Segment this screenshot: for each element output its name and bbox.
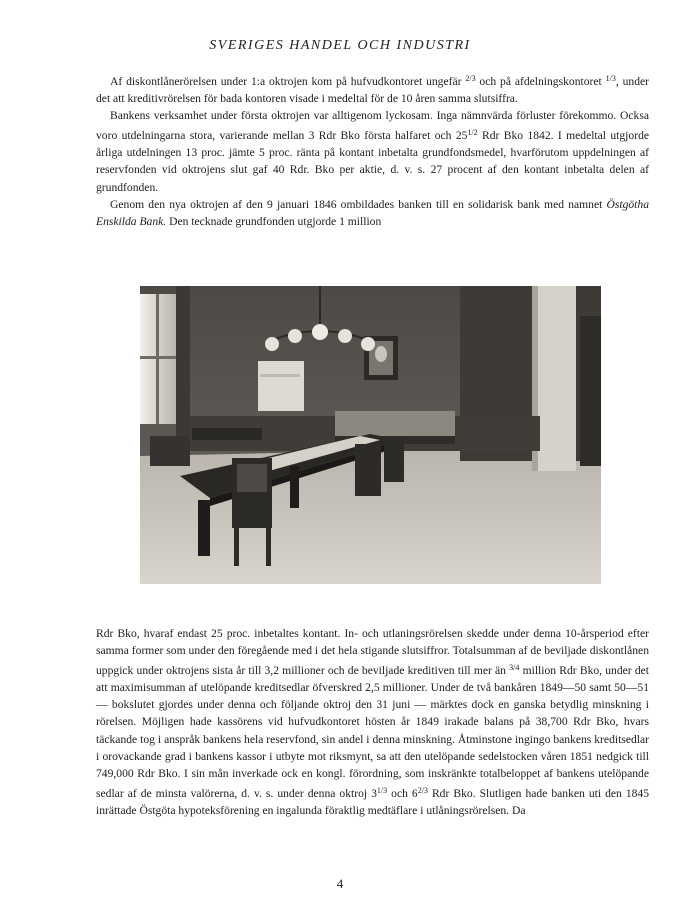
body-text-top	[96, 70, 649, 230]
boardroom-photograph	[140, 286, 601, 584]
paragraph: Af diskontlånerörelsen under 1:a oktrojen kom på hufvudkontoret ungefär $^{2/3}$ och på afdelningskontoret $^{1/3}$, under det att kreditivrörelsen för bada kontoren visade i medeltal för de 10 åren samma slutsiffra.	[96, 74, 649, 106]
running-header: SVERIGES HANDEL OCH INDUSTRI	[209, 38, 471, 53]
page-number: 4	[336, 876, 344, 891]
body-text-bottom	[96, 625, 649, 819]
paragraph: Genom den nya oktrojen af den 9 januari 1846 ombildades banken till en solidarisk bank med namnet Östgötha Enskilda Bank. Den tecknade grundfonden utgjorde 1 million	[96, 197, 649, 228]
paragraph: Bankens verksamhet under första oktrojen var alltigenom lyckosam. Inga nämnvärda förluster förekommo. Ocksa voro utdelningarna stora, varierande mellan 3 Rdr Bko första halfaret och $25^{1/2}$ Rdr Bko 1842. I medeltal utgjorde årliga utdelningen 13 proc. jämte 5 proc. ränta på kontant inbetalta grundfondsmedel, hvarförutom uppdelningen af reservfonden vid oktrojens slut gaf 40 Rdr. Bko per aktie, d. v. s. 27 procent af den kontant inbetalta delen af grundfonden.	[96, 109, 650, 194]
paragraph: Rdr Bko, hvaraf endast 25 proc. inbetaltes kontant. In- och utlaningsrörelsen skedde under denna 10-årsperiod efter samma former som under den föregående med i det hela stigande slutsiffror. Totalsumman af de beviljade diskontlånen uppgick under oktrojens sista år till 3,2 millioner och de beviljade kreditiven till mer än $^{3/4}$ million Rdr Bko, under det att maximisumman af utelöpande kreditsedlar öfverskred 2,5 millioner. Under de två bankåren 1849—50 samt 50—51 — bokslutet gjordes under denna och följande oktroj den 31 juni — märktes dock en ganska betydlig minskning i rörelsen. Möjligen hade kassörens vid hufvudkontoret hösten år 1849 irakade balans på 38,700 Rdr Bko, hvars täckande tog i anspråk bankens hela reservfond, sin andel i denna minskning. Åtminstone ingingo bankens kreditsedlar i orovackande grad i bankens kassor i utbyte mot riksmynt, sa att den utelöpande sedelstocken våren 1851 nedgick till 749,000 Rdr Bko. I sin mån inverkade ock en kongl. förordning, som inskränkte totalbeloppet af bankens utelöpande sedlar af de minsta valörerna, d. v. s. under denna oktroj $3^{1/3}$ och $6^{2/3}$ Rdr Bko. Slutligen hade banken uti den 1845 inrättade Östgöta hypoteksförening en ingalunda föraktlig medtäflare i utlåningsrörelsen. Da	[96, 627, 650, 817]
